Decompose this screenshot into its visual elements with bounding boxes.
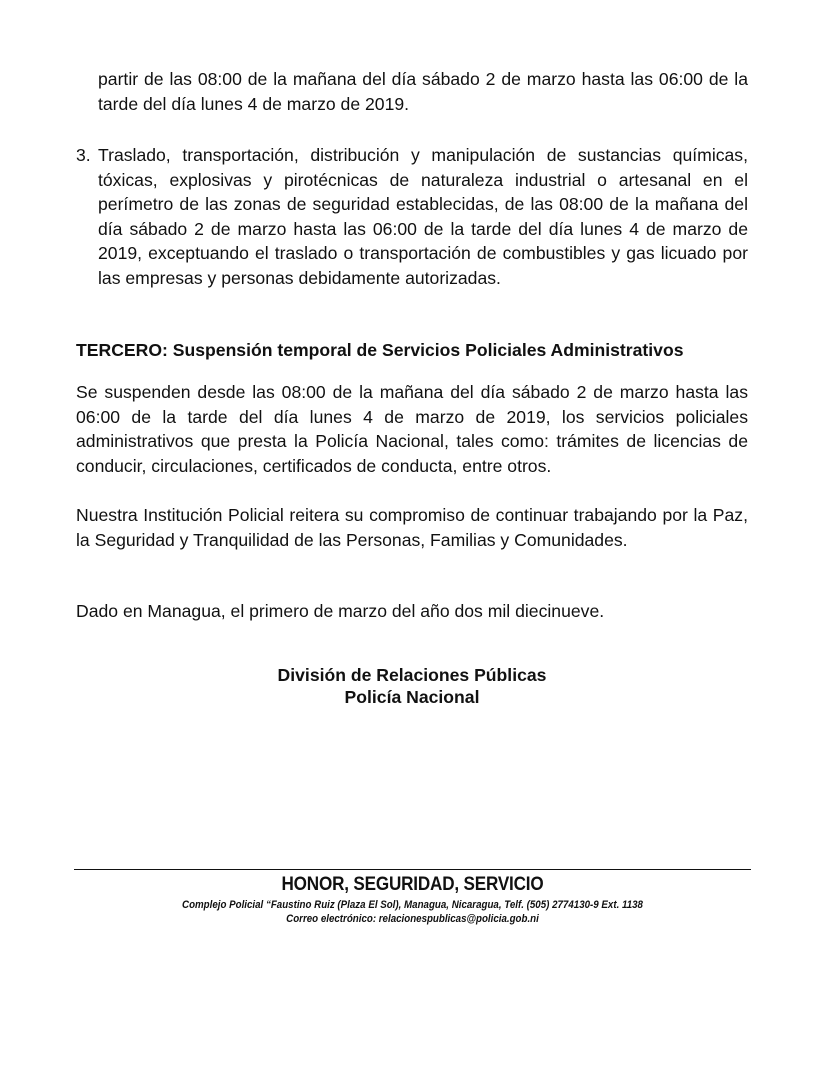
commitment-paragraph: Nuestra Institución Policial reitera su compromiso de continuar trabajando por la Paz, la Seguridad y Tranquilidad de las Personas, Familias y Comunidades. — [76, 505, 748, 550]
footer-motto: HONOR, SEGURIDAD, SERVICIO — [281, 874, 544, 895]
signature-block — [76, 664, 748, 708]
continuation-paragraph: partir de las 08:00 de la mañana del día sábado 2 de marzo hasta las 06:00 de la tarde del día lunes 4 de marzo de 2019. — [98, 69, 748, 114]
signature-institution: Policía Nacional — [344, 687, 480, 707]
footer-email: Correo electrónico: relacionespublicas@policia.gob.ni — [286, 913, 539, 925]
list-item-text: Traslado, transportación, distribución y manipulación de sustancias químicas, tóxicas, explosivas y pirotécnicas de naturaleza industrial o artesanal en el perímetro de las zonas de seguridad establecidas, de las 08:00 de la mañana del día sábado 2 de marzo hasta las 06:00 de la tarde del día lunes 4 de marzo de 2019, exceptuando el traslado o transportación de combustibles y gas licuado por las empresas y personas debidamente autorizadas. — [98, 145, 748, 288]
footer-address: Complejo Policial “Faustino Ruiz (Plaza El Sol), Managua, Nicaragua, Telf. (505) 2774130-9 Ext. 1138 — [182, 899, 643, 911]
signature-department: División de Relaciones Públicas — [277, 665, 547, 685]
tercero-body-paragraph: Se suspenden desde las 08:00 de la mañana del día sábado 2 de marzo hasta las 06:00 de la tarde del día lunes 4 de marzo de 2019, los servicios policiales administrativos que presta la Policía Nacional, tales como: trámites de licencias de conducir, circulaciones, certificados de conducta, entre otros. — [76, 382, 748, 476]
list-item-3 — [76, 143, 748, 290]
dated-line: Dado en Managua, el primero de marzo del año dos mil diecinueve. — [76, 601, 605, 621]
section-heading-tercero: TERCERO: Suspensión temporal de Servicios Policiales Administrativos — [76, 340, 684, 360]
footer-divider — [74, 869, 751, 870]
list-item-number: 3. — [76, 145, 91, 165]
